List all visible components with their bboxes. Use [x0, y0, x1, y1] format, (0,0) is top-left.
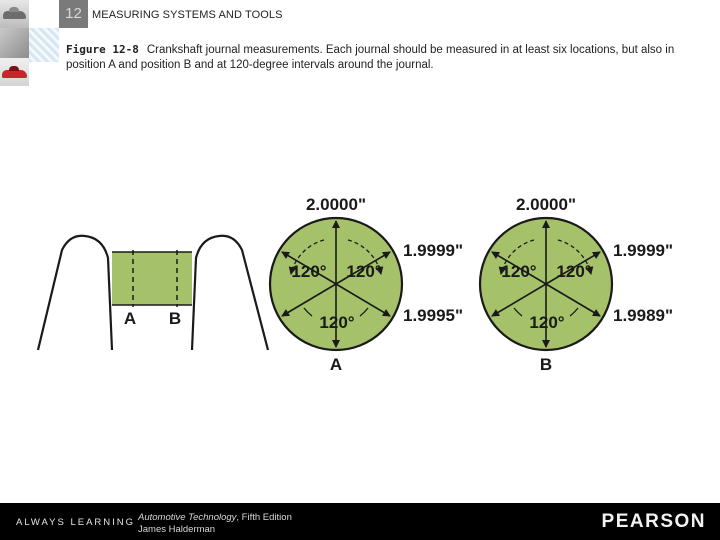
reading-lower-right: 1.9995" [403, 306, 464, 325]
figure-label: Figure 12-8 [66, 43, 139, 56]
chapter-number: 12 [59, 0, 88, 28]
reading-top: 2.0000" [515, 195, 577, 214]
footer-bar [0, 503, 720, 540]
book-credit [138, 512, 292, 536]
right-counterweight [192, 236, 268, 350]
journal-side-view [38, 236, 268, 350]
angle-label-right: 120° [346, 262, 382, 281]
journal-label-a: A [123, 309, 137, 328]
angle-label-bottom: 120° [529, 313, 565, 332]
angle-label-left: 120° [501, 262, 537, 281]
journal-cross-section-a [270, 195, 463, 374]
reading-upper-right: 1.9999" [613, 241, 674, 260]
footer-tagline: ALWAYS LEARNING [16, 517, 136, 528]
position-label: A [329, 355, 343, 374]
reading-top: 2.0000" [305, 195, 367, 214]
journal-cross-section-b [480, 195, 673, 374]
angle-label-bottom: 120° [319, 313, 355, 332]
book-title: Automotive Technology [138, 512, 237, 523]
publisher-logo: PEARSON [601, 511, 706, 532]
chapter-title: MEASURING SYSTEMS AND TOOLS [92, 9, 283, 21]
position-label: B [539, 355, 553, 374]
book-edition: , Fifth Edition [236, 512, 292, 523]
reading-lower-right: 1.9989" [613, 306, 674, 325]
journal-label-b: B [168, 309, 182, 328]
book-author: James Halderman [138, 524, 216, 535]
caption-text: Crankshaft journal measurements. Each journal should be measured in at least six locations, but also in position A and position B and at 120-degree intervals around the journal. [66, 44, 675, 71]
journal-surface [112, 252, 192, 305]
reading-upper-right: 1.9999" [403, 241, 464, 260]
left-counterweight [38, 236, 112, 350]
angle-label-left: 120° [291, 262, 327, 281]
angle-label-right: 120° [556, 262, 592, 281]
